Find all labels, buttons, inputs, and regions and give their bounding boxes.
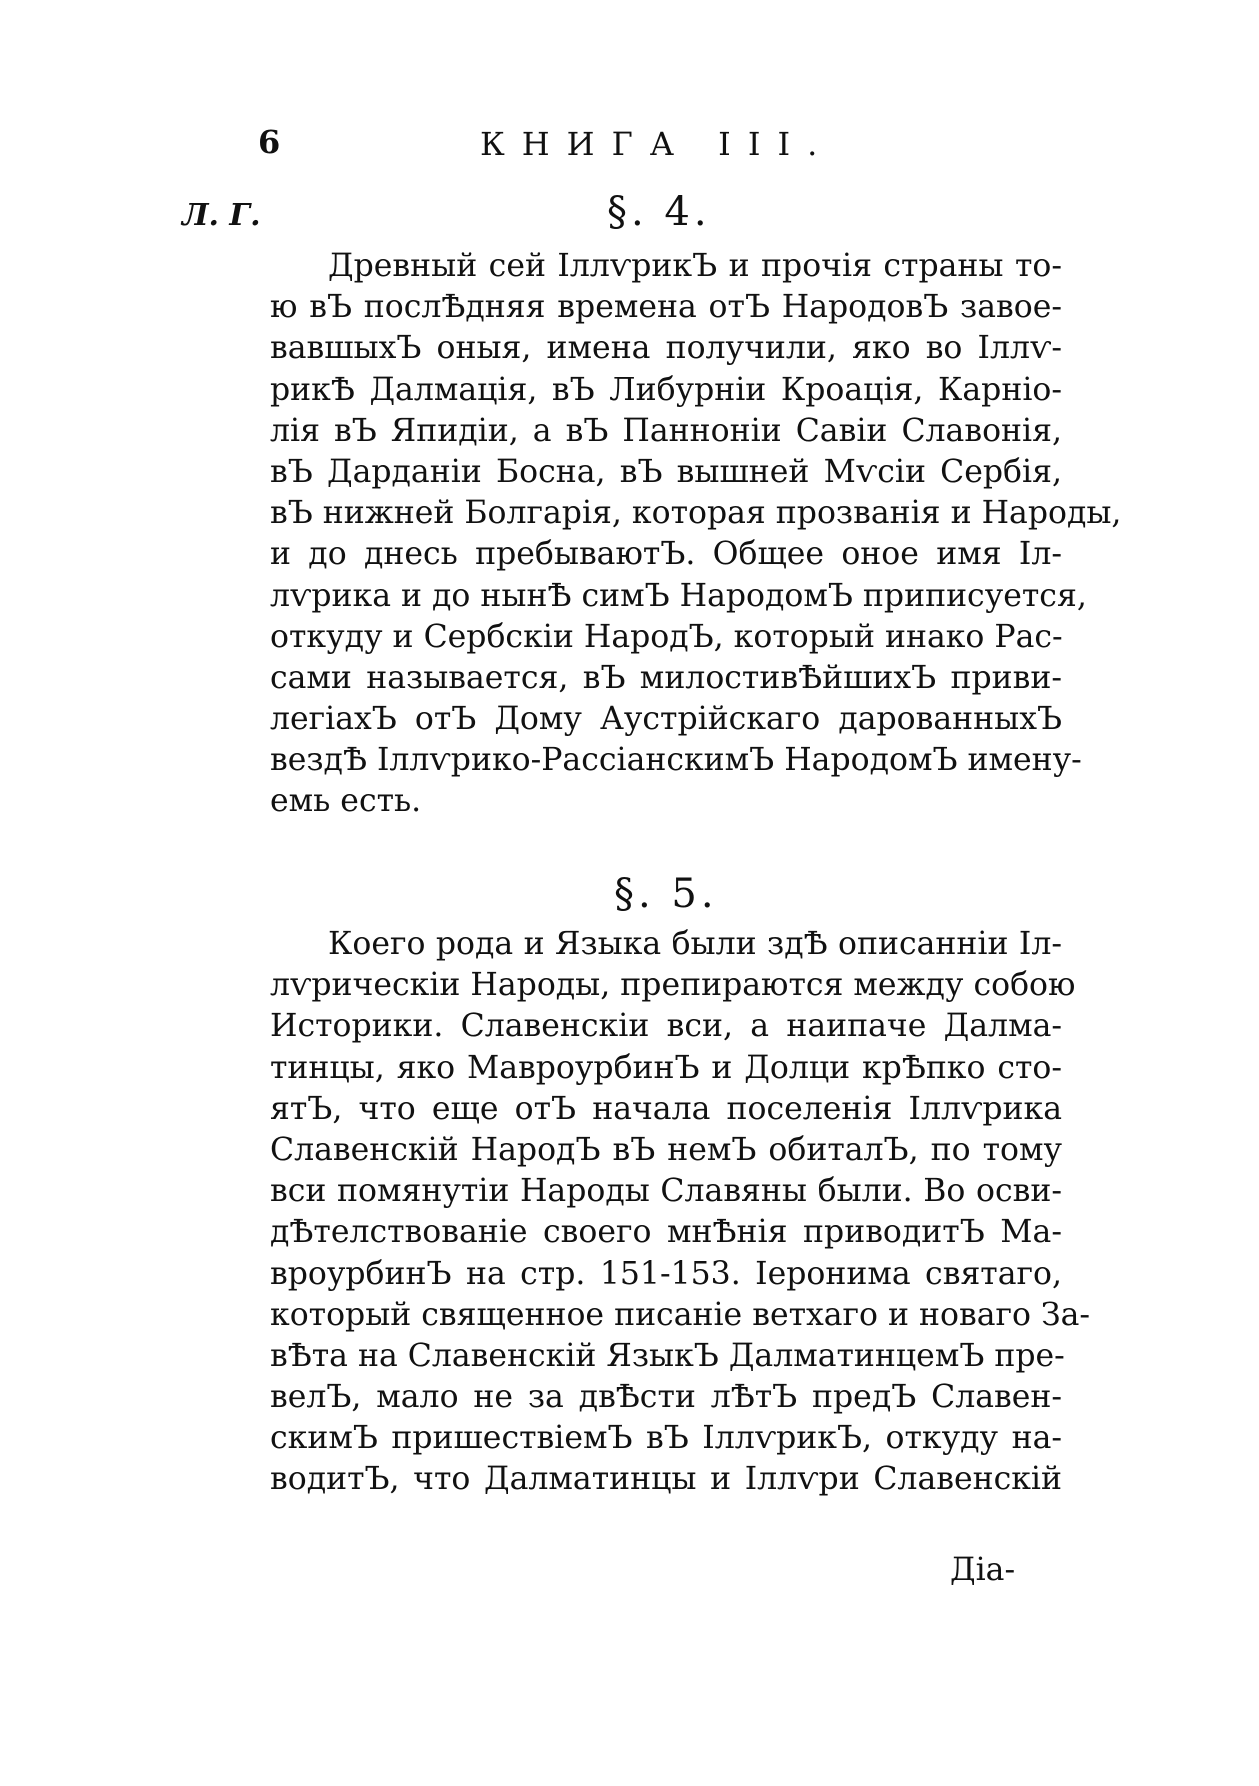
text-line: вЪ нижней Болгарія, которая прозванія и Народы,	[270, 495, 1122, 532]
text-line: велЪ, мало не за двѢсти лѢтЪ предЪ Славен-	[270, 1379, 1062, 1416]
section-5-text	[270, 924, 1091, 1501]
text-line: лѵрическіи Народы, препираются между собою	[270, 967, 1076, 1004]
text-line: ю вЪ послѢдняя времена отЪ НародовЪ завое-	[270, 289, 1062, 326]
text-line: скимЪ пришествіемЪ вЪ ІллѵрикЪ, откуду на-	[270, 1420, 1062, 1457]
text-line: сами называется, вЪ милостивѢйшихЪ приви-	[270, 659, 1062, 696]
text-line: откуду и Сербскіи НародЪ, который инако Рас-	[270, 618, 1063, 655]
text-line: вси помянутіи Народы Славяны были. Во осви-	[270, 1173, 1062, 1210]
text-line: лія вЪ Япидіи, а вЪ Панноніи Савіи Славонія,	[270, 412, 1062, 449]
text-line: рикѢ Далмація, вЪ Либурніи Кроація, Карніо-	[270, 371, 1062, 408]
text-line: вЪ Дарданіи Босна, вЪ вышней Мѵсіи Сербія,	[270, 453, 1062, 490]
running-title: КНИГА III.	[480, 125, 835, 163]
section-4-heading: §. 4.	[607, 189, 711, 235]
text-line: Славенскій НародЪ вЪ немЪ обиталЪ, по тому	[270, 1131, 1062, 1168]
page-number: 6	[258, 123, 281, 161]
text-line: легіахЪ отЪ Дому Аустрійскаго дарованныхЪ	[270, 701, 1062, 738]
text-line: ятЪ, что еще отЪ начала поселенія Іллѵрика	[270, 1090, 1062, 1127]
text-line: вавшыхЪ оныя, имена получили, яко во Іллѵ-	[270, 330, 1062, 367]
text-line: дѢтелствованіе своего мнѢнія приводитЪ Ма-	[270, 1214, 1062, 1251]
text-line: тинцы, яко МавроурбинЪ и Долци крѢпко сто-	[270, 1049, 1062, 1086]
margin-note: Л. Г.	[182, 198, 261, 233]
text-line: емь есть.	[270, 783, 422, 820]
section-5-heading: §. 5.	[614, 871, 718, 917]
text-line: Коего рода и Языка были здѢ описанніи Іл-	[328, 926, 1062, 962]
text-line: вѢта на Славенскій ЯзыкЪ ДалматинцемЪ пре-	[270, 1337, 1065, 1374]
text-line: который священное писаніе ветхаго и новаго За-	[270, 1296, 1091, 1333]
section-4-text	[270, 246, 1122, 823]
text-line: и до днесь пребываютЪ. Общее оное имя Іл-	[270, 536, 1062, 573]
text-line: лѵрика и до нынѢ симЪ НародомЪ приписуется,	[270, 577, 1087, 614]
text-line: вроурбинЪ на стр. 151-153. Іеронима святаго,	[270, 1255, 1062, 1292]
text-line: вездѢ Іллѵрико-РассіанскимЪ НародомЪ имену-	[270, 742, 1082, 779]
text-line: Древный сей ІллѵрикЪ и прочія страны то-	[328, 248, 1062, 284]
text-line: водитЪ, что Далматинцы и Іллѵри Славенскій	[270, 1461, 1062, 1498]
catchword: Діа-	[950, 1552, 1016, 1588]
text-line: Историки. Славенскіи вси, а наипаче Далма-	[270, 1008, 1062, 1045]
